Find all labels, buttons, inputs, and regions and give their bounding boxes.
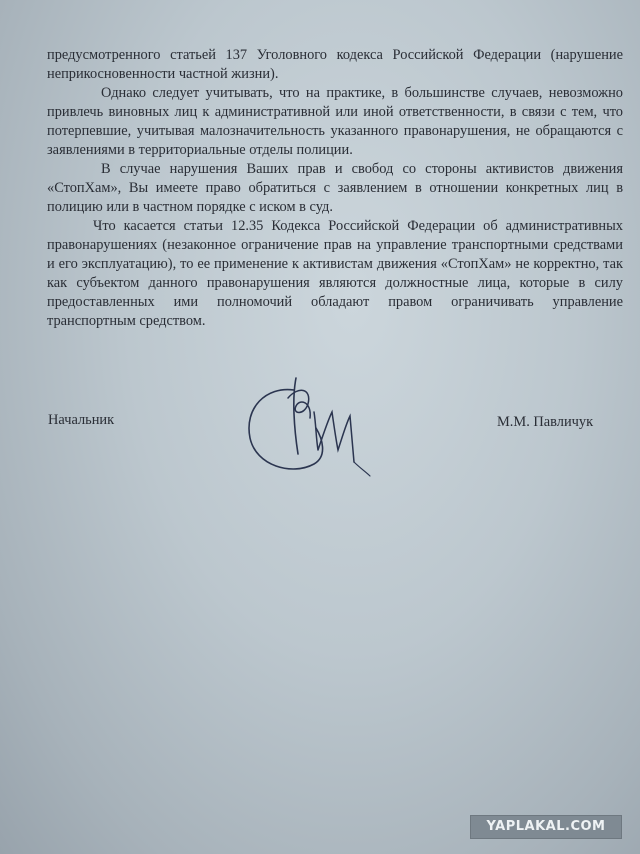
signatory-title: Начальник	[48, 412, 115, 428]
paragraph-3: В случае нарушения Ваших прав и свобод со стороны активистов движения «СтопХам», Вы имеете право обратиться с заявлением в отношении конкретных лиц в полицию или в частном порядке с иском в суд.	[47, 161, 623, 215]
signatory-name: М.М. Павличук	[497, 414, 594, 430]
paragraph-4: Что касается статьи 12.35 Кодекса Российской Федерации об административных правонарушениях (незаконное ограничение прав на управление транспортными средствами и его эксплуатацию), то ее применение к активистам движения «СтопХам» не корректно, так как субъектом данного правонарушения являются должностные лица, которые в силу предоставленных ими полномочий обладают правом ограничивать управление транспортным средством.	[47, 218, 623, 329]
watermark-badge: YAPLAKAL.COM	[470, 815, 622, 839]
paragraph-2: Однако следует учитывать, что на практике, в большинстве случаев, невозможно привлечь виновных лиц к административной или иной ответственности, в связи с тем, что потерпевшие, учитывая малозначительность указанного правонарушения, не обращаются с заявлениями в территориальные отделы полиции.	[47, 85, 623, 158]
paragraph-1: предусмотренного статьей 137 Уголовного кодекса Российской Федерации (нарушение неприкосновенности частной жизни).	[47, 47, 623, 82]
letter-body	[47, 46, 623, 331]
handwritten-signature	[236, 368, 376, 478]
